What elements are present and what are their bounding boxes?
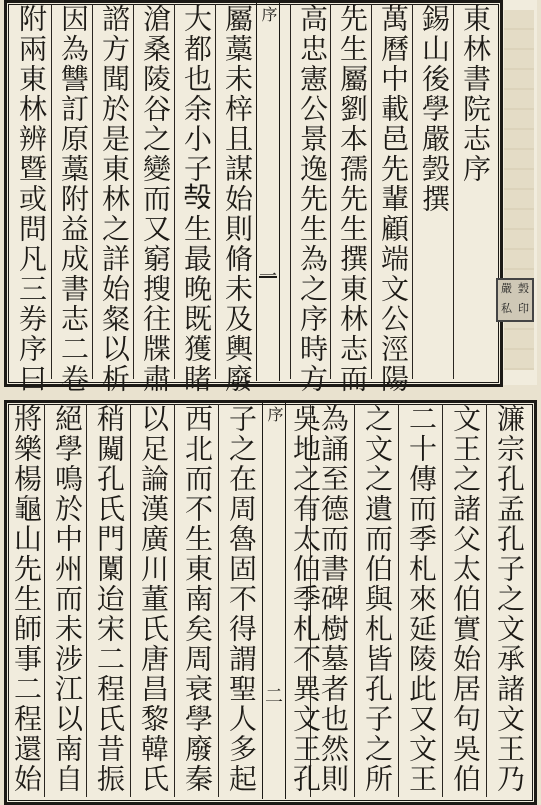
seal-char: 嚴 (501, 282, 512, 295)
text-column: 為誦至德而書碑樹墓者也然則 (317, 404, 350, 794)
column-rule (453, 4, 454, 379)
column-rule (398, 404, 399, 797)
column-rule (215, 4, 216, 379)
text-column: 二十傳而季札來延陵此又文王 (405, 404, 438, 794)
column-rule (290, 4, 291, 379)
text-column: 文王之諸父太伯實始居句吳伯 (449, 404, 482, 794)
column-rule (51, 4, 52, 379)
text-column: 絕學鳴於中州而未涉江以南自 (51, 404, 84, 794)
column-rule (130, 404, 131, 797)
text-column: 屬藁未梓且謀始則脩未及輿廢 (221, 4, 254, 394)
author-seal (496, 278, 534, 322)
seal-char: 私 (501, 302, 512, 315)
column-rule (354, 404, 355, 797)
text-column: 子之在周魯固不得謂聖人多起 (225, 404, 258, 794)
bottom-page (4, 400, 537, 803)
text-column: 稍闚孔氏門闑迨宋二程氏昔振 (93, 404, 126, 794)
center-fold (256, 0, 280, 381)
seal-char: 印 (518, 302, 529, 315)
seal-char: 瑴 (518, 282, 529, 295)
column-rule (86, 404, 87, 797)
center-fold (262, 400, 286, 799)
page-number: 二 (265, 686, 283, 707)
text-column: 錫山後學嚴瑴撰 (418, 4, 451, 214)
column-rule (486, 404, 487, 797)
text-column: 高忠憲公景逸先生為之序時方 (296, 4, 329, 394)
column-rule (92, 4, 93, 379)
text-column: 大都也余小子𣪊生最晚既獲睹 (180, 4, 213, 394)
text-column: 以足論漢廣川董氏唐昌黎韓氏 (137, 404, 170, 794)
top-page (4, 0, 537, 394)
text-column: 東林書院志序 (459, 4, 492, 184)
text-column: 附兩東林辨暨或問凡三券序曰 (15, 4, 48, 394)
text-column: 之文之遺而伯與札皆孔子之所 (361, 404, 394, 794)
text-column: 因為讐訂原藁附益成書志二卷 (57, 4, 90, 394)
column-rule (174, 4, 175, 379)
column-rule (371, 4, 372, 379)
text-column: 將樂楊龜山先生師事二程還始 (10, 404, 43, 794)
center-title: 序 (259, 6, 278, 22)
column-rule (174, 404, 175, 797)
text-column: 濂宗孔孟孔子之文承諸文王乃 (493, 404, 526, 794)
column-rule (412, 4, 413, 379)
center-title: 序 (265, 406, 284, 422)
text-column: 諮方聞於是東林之詳始粲以析 (98, 4, 131, 394)
column-rule (133, 4, 134, 379)
text-column: 萬曆中載邑先輩顧端文公涇陽 (377, 4, 410, 394)
column-rule (218, 404, 219, 797)
column-rule (442, 404, 443, 797)
text-column: 滄桑陵谷之變而又窮搜往牒肅 (139, 4, 172, 394)
text-column: 西北而不生東南矣周衰學廢秦 (181, 404, 214, 794)
text-column: 先生屬劉本孺先生撰東林志而 (336, 4, 369, 394)
page-number: 一 (259, 266, 277, 287)
text-column: 吳地之有太伯季札不異文王孔 (289, 404, 322, 794)
